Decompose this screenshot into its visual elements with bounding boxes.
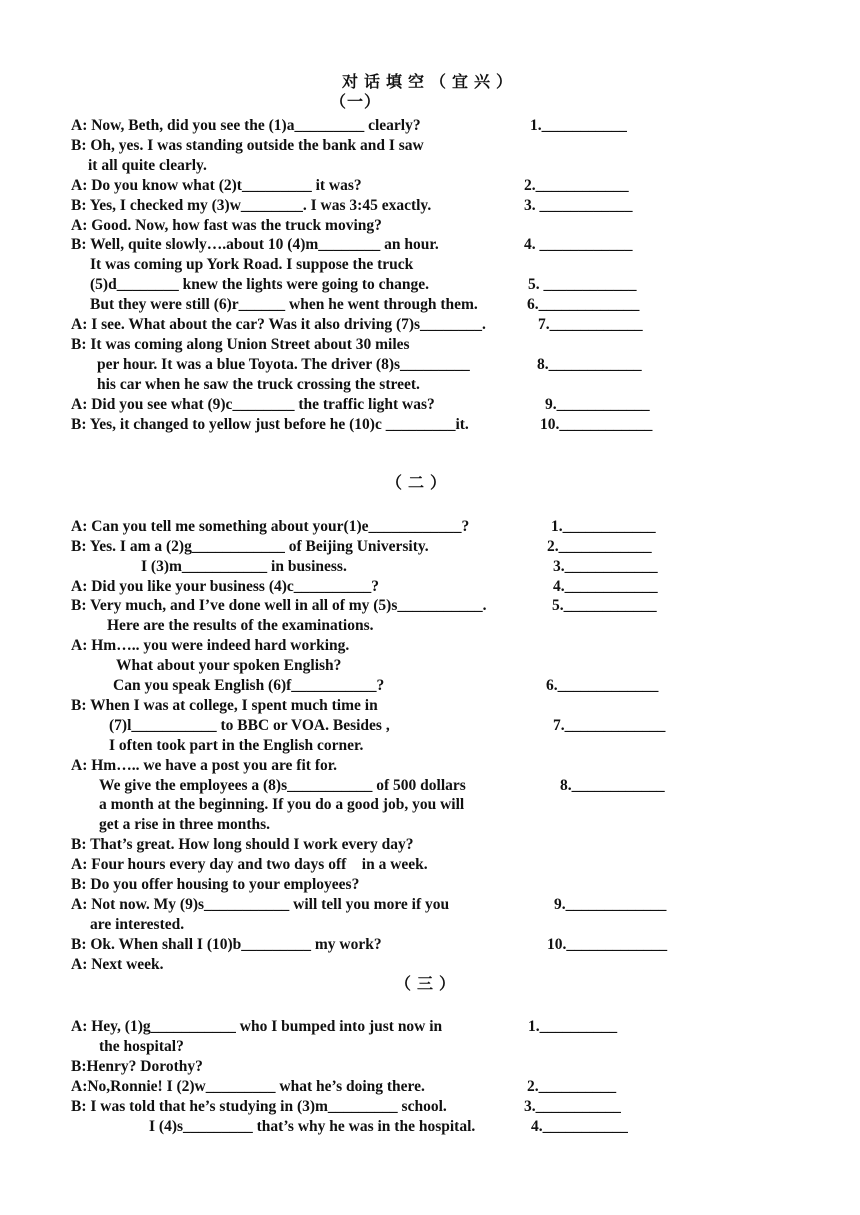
dialogue-line: his car when he saw the truck crossing the street. <box>97 376 420 393</box>
dialogue-line: B: Well, quite slowly….about 10 (4)m________ an hour. <box>71 236 439 253</box>
answer-blank: 9._____________ <box>554 896 667 913</box>
answer-blank: 8.____________ <box>560 777 665 794</box>
dialogue-line: B: Ok. When shall I (10)b_________ my work? <box>71 936 382 953</box>
dialogue-line: B: When I was at college, I spent much time in <box>71 697 378 714</box>
dialogue-line: A: I see. What about the car? Was it also driving (7)s________. <box>71 316 486 333</box>
dialogue-line: I (4)s_________ that’s why he was in the hospital. <box>149 1118 476 1135</box>
dialogue-line: A: Not now. My (9)s___________ will tell you more if you <box>71 896 450 913</box>
section-heading-1: （一） <box>330 94 382 111</box>
dialogue-line: A: Four hours every day and two days off in a week. <box>71 856 428 873</box>
dialogue-line: What about your spoken English? <box>116 657 342 674</box>
dialogue-line: B: Yes, it changed to yellow just before he (10)c _________it. <box>71 416 469 433</box>
dialogue-line: B: Very much, and I’ve done well in all of my (5)s___________. <box>71 597 487 614</box>
dialogue-line: A: Next week. <box>71 956 164 973</box>
dialogue-line: A: Can you tell me something about your(1)e____________? <box>71 518 470 535</box>
dialogue-line: B: Yes, I checked my (3)w________. I was 3:45 exactly. <box>71 197 432 214</box>
answer-blank: 4. ____________ <box>524 236 633 253</box>
dialogue-line: are interested. <box>90 916 185 933</box>
answer-blank: 2.____________ <box>524 177 629 194</box>
answer-blank: 7.____________ <box>538 316 643 333</box>
section-heading-2: （ 二 ） <box>386 475 448 492</box>
answer-blank: 9.____________ <box>545 396 650 413</box>
dialogue-line: A: Hm….. we have a post you are fit for. <box>71 757 338 774</box>
answer-blank: 4.____________ <box>553 578 658 595</box>
answer-blank: 7._____________ <box>553 717 666 734</box>
page-title: 对 话 填 空 （ 宜 兴 ） <box>342 74 514 91</box>
dialogue-line: (5)d________ knew the lights were going to change. <box>90 276 429 293</box>
dialogue-line: A: Hey, (1)g___________ who I bumped into just now in <box>71 1018 443 1035</box>
dialogue-line: get a rise in three months. <box>99 816 271 833</box>
answer-blank: 8.____________ <box>537 356 642 373</box>
answer-blank: 6._____________ <box>546 677 659 694</box>
dialogue-line: I (3)m___________ in business. <box>141 558 347 575</box>
answer-blank: 4.___________ <box>531 1118 628 1135</box>
dialogue-line: A: Did you like your business (4)c__________? <box>71 578 380 595</box>
dialogue-line: a month at the beginning. If you do a good job, you will <box>99 796 465 813</box>
dialogue-line: B:Henry? Dorothy? <box>71 1058 203 1075</box>
dialogue-line: Can you speak English (6)f___________? <box>113 677 385 694</box>
dialogue-line: A: Hm….. you were indeed hard working. <box>71 637 350 654</box>
answer-blank: 5.____________ <box>552 597 657 614</box>
answer-blank: 2.__________ <box>527 1078 617 1095</box>
dialogue-line: B: That’s great. How long should I work every day? <box>71 836 414 853</box>
answer-blank: 10.____________ <box>540 416 653 433</box>
dialogue-line: B: Do you offer housing to your employees? <box>71 876 360 893</box>
answer-blank: 1.____________ <box>551 518 656 535</box>
dialogue-line: It was coming up York Road. I suppose the truck <box>90 256 414 273</box>
answer-blank: 3.___________ <box>524 1098 621 1115</box>
dialogue-line: per hour. It was a blue Toyota. The driver (8)s_________ <box>97 356 470 373</box>
answer-blank: 1.__________ <box>528 1018 618 1035</box>
dialogue-line: the hospital? <box>99 1038 184 1055</box>
answer-blank: 10._____________ <box>547 936 668 953</box>
dialogue-line: We give the employees a (8)s___________ of 500 dollars <box>99 777 466 794</box>
dialogue-line: B: Yes. I am a (2)g____________ of Beijing University. <box>71 538 429 555</box>
dialogue-line: B: I was told that he’s studying in (3)m_________ school. <box>71 1098 447 1115</box>
answer-blank: 3. ____________ <box>524 197 633 214</box>
dialogue-line: A: Now, Beth, did you see the (1)a_________ clearly? <box>71 117 421 134</box>
section-heading-3: （ 三 ） <box>395 976 457 993</box>
dialogue-line: A: Good. Now, how fast was the truck moving? <box>71 217 382 234</box>
dialogue-line: (7)l___________ to BBC or VOA. Besides , <box>109 717 390 734</box>
dialogue-line: it all quite clearly. <box>88 157 207 174</box>
dialogue-line: A: Did you see what (9)c________ the traffic light was? <box>71 396 435 413</box>
answer-blank: 6._____________ <box>527 296 640 313</box>
answer-blank: 3.____________ <box>553 558 658 575</box>
dialogue-line: B: It was coming along Union Street about 30 miles <box>71 336 410 353</box>
dialogue-line: Here are the results of the examinations. <box>107 617 374 634</box>
dialogue-line: B: Oh, yes. I was standing outside the bank and I saw <box>71 137 424 154</box>
dialogue-line: A:No,Ronnie! I (2)w_________ what he’s doing there. <box>71 1078 425 1095</box>
dialogue-line: But they were still (6)r______ when he went through them. <box>90 296 478 313</box>
dialogue-line: I often took part in the English corner. <box>109 737 364 754</box>
dialogue-line: A: Do you know what (2)t_________ it was? <box>71 177 362 194</box>
answer-blank: 5. ____________ <box>528 276 637 293</box>
answer-blank: 1.___________ <box>530 117 627 134</box>
answer-blank: 2.____________ <box>547 538 652 555</box>
